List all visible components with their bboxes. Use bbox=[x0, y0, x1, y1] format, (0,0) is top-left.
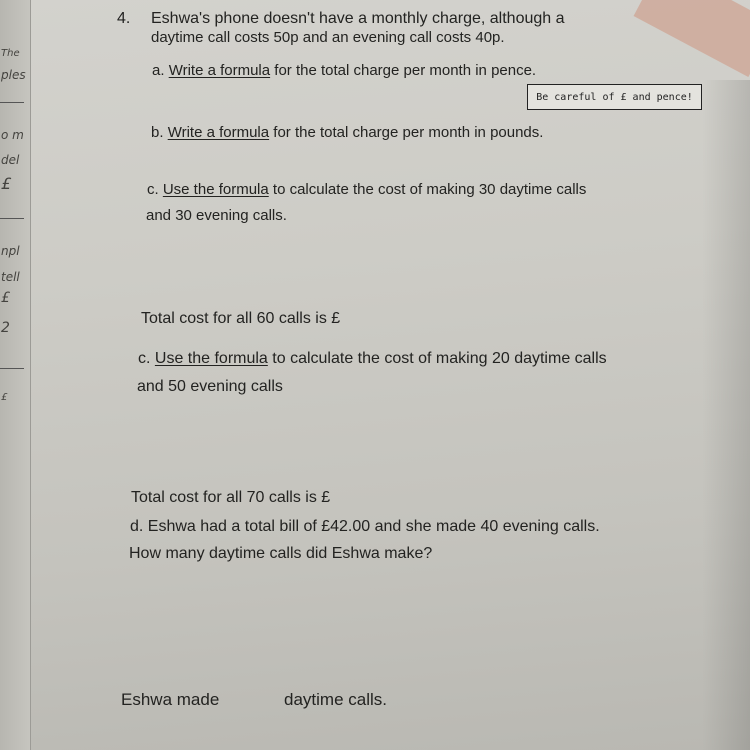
hint-box bbox=[527, 84, 702, 110]
margin-fragment: npl bbox=[1, 244, 20, 258]
hint-text: Be careful of £ and pence! bbox=[536, 91, 693, 103]
part-a-rest: for the total charge per month in pence. bbox=[270, 62, 537, 79]
part-b-rest: for the total charge per month in pounds. bbox=[269, 124, 544, 141]
part-a bbox=[152, 61, 536, 80]
margin-rule bbox=[0, 368, 24, 369]
margin-fragment: 2 bbox=[1, 320, 10, 336]
margin-fragment: The bbox=[1, 48, 20, 59]
margin-fragment: tell bbox=[1, 270, 20, 284]
part-b-prefix: b. bbox=[151, 124, 168, 141]
margin-rule bbox=[0, 102, 24, 103]
question-number: 4. bbox=[117, 10, 131, 27]
margin-fragment: £ bbox=[1, 174, 12, 193]
part-d-answer-right: daytime calls. bbox=[284, 690, 387, 709]
part-c2 bbox=[138, 349, 607, 368]
margin-fragment: £ bbox=[1, 392, 8, 403]
part-b bbox=[151, 123, 543, 142]
part-c2-answer: Total cost for all 70 calls is £ bbox=[131, 489, 331, 506]
page-shadow bbox=[702, 80, 750, 750]
part-a-prefix: a. bbox=[152, 62, 169, 79]
margin-fragment: ples bbox=[1, 68, 26, 82]
part-c1 bbox=[147, 180, 586, 199]
part-a-emphasis: Write a formula bbox=[168, 62, 271, 79]
part-c2-rest: to calculate the cost of making 20 daytime calls bbox=[267, 350, 607, 367]
question-intro-line2: daytime call costs 50p and an evening call costs 40p. bbox=[151, 29, 505, 46]
part-c1-answer: Total cost for all 60 calls is £ bbox=[141, 310, 341, 327]
margin-fragment: del bbox=[1, 153, 20, 167]
part-c1-line2: and 30 evening calls. bbox=[146, 207, 287, 224]
part-d-line1: d. Eshwa had a total bill of £42.00 and she made 40 evening calls. bbox=[130, 518, 600, 535]
part-c1-prefix: c. bbox=[147, 181, 163, 198]
question-intro-line1: Eshwa's phone doesn't have a monthly charge, although a bbox=[151, 10, 565, 27]
finger-shadow bbox=[634, 0, 750, 77]
adjacent-page-strip bbox=[0, 0, 31, 750]
margin-rule bbox=[0, 218, 24, 219]
part-c1-emphasis: Use the formula bbox=[162, 181, 269, 198]
part-c2-prefix: c. bbox=[138, 350, 155, 367]
margin-fragment: o m bbox=[1, 128, 24, 142]
part-b-emphasis: Write a formula bbox=[167, 124, 270, 141]
margin-fragment: £ bbox=[1, 290, 10, 306]
part-d-line2: How many daytime calls did Eshwa make? bbox=[129, 545, 433, 562]
part-c1-rest: to calculate the cost of making 30 daytime calls bbox=[268, 181, 587, 198]
part-c2-line2: and 50 evening calls bbox=[137, 378, 283, 395]
part-d-answer-left: Eshwa made bbox=[121, 690, 220, 709]
part-c2-emphasis: Use the formula bbox=[154, 350, 268, 367]
